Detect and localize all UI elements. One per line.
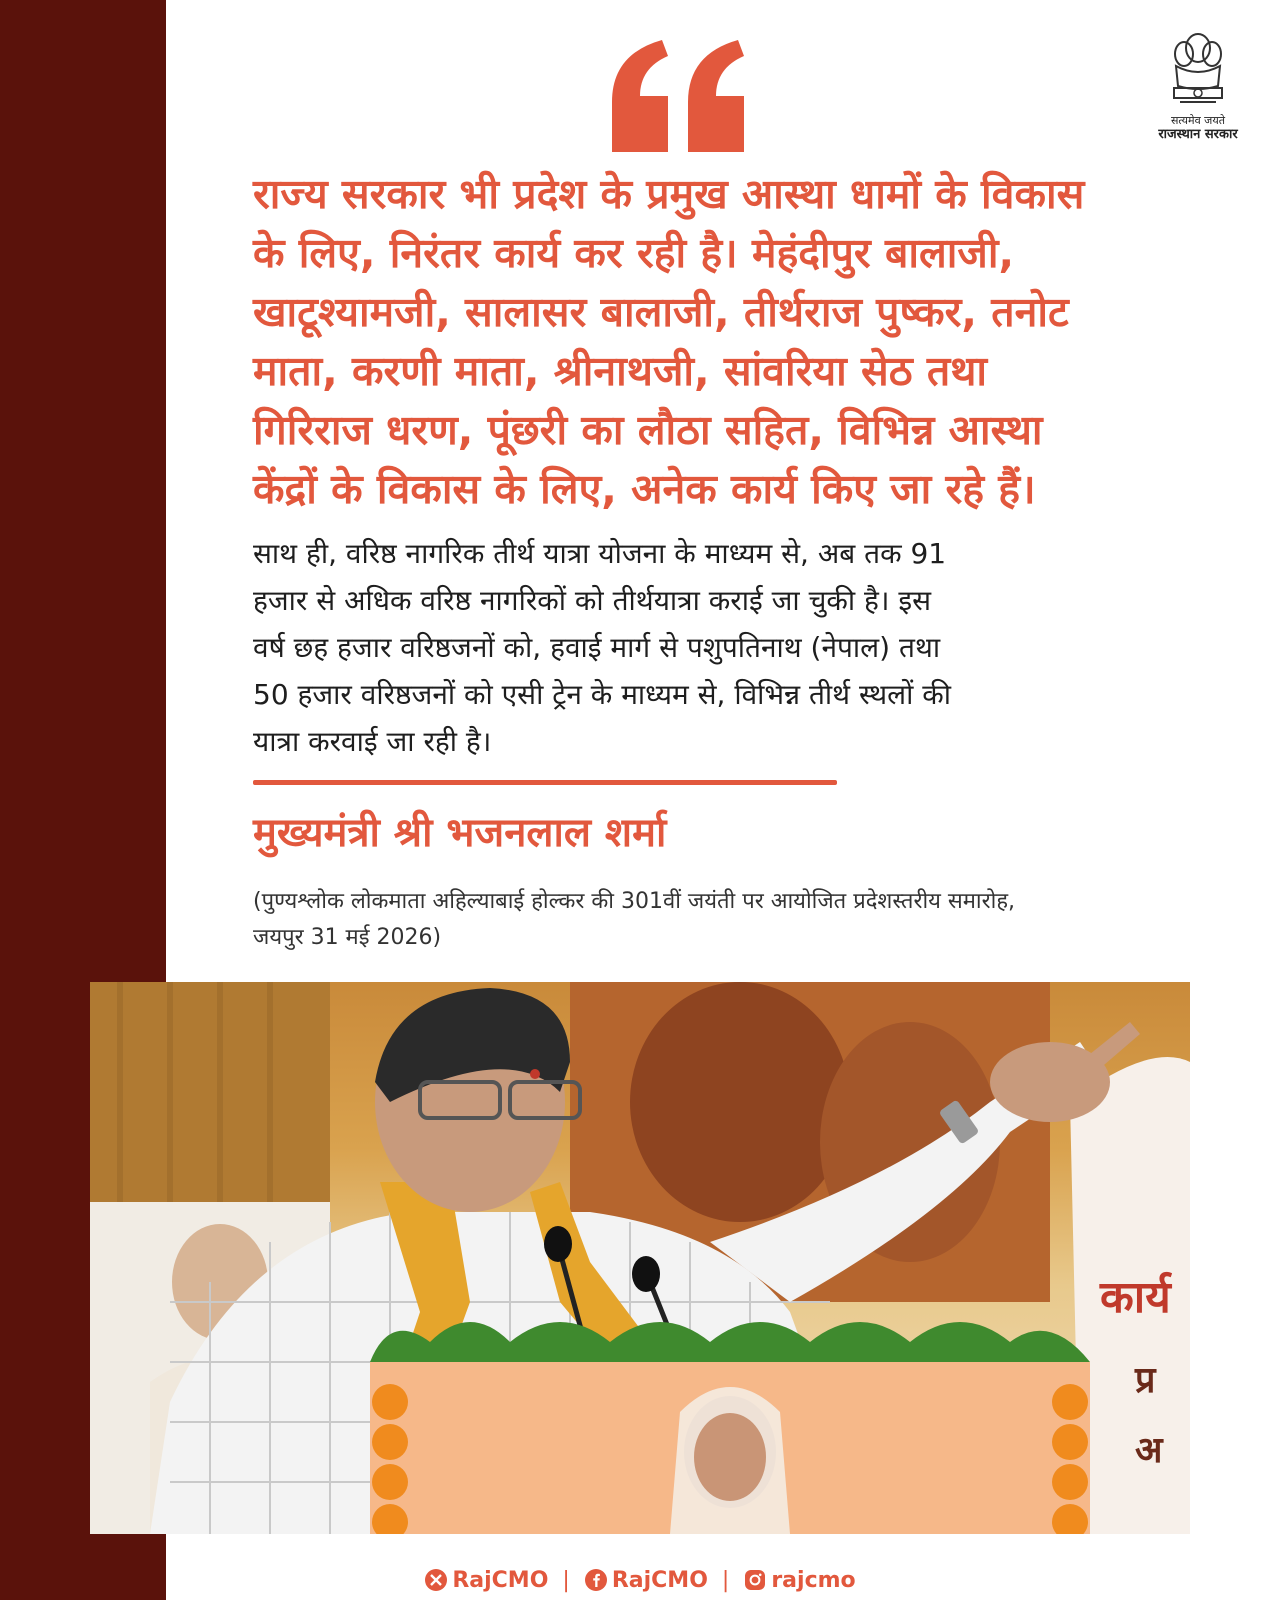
quote-line: केंद्रों के विकास के लिए, अनेक कार्य किए जा रहे हैं।: [253, 465, 1036, 513]
facebook-icon: [584, 1568, 608, 1592]
event-photo: [90, 982, 1190, 1534]
divider: [253, 780, 837, 785]
body-line: साथ ही, वरिष्ठ नागरिक तीर्थ यात्रा योजना के माध्यम से, अब तक 91: [253, 537, 947, 570]
event-line: (पुण्यश्लोक लोकमाता अहिल्याबाई होल्कर की 301वीं जयंती पर आयोजित प्रदेशस्तरीय समारोह,: [253, 889, 1016, 914]
banner-fragment: कार्य: [1100, 1272, 1171, 1323]
instagram-link[interactable]: [743, 1568, 855, 1593]
instagram-handle: rajcmo: [771, 1567, 856, 1593]
photo-illustration: [90, 982, 1190, 1534]
banner-fragment: प्र: [1135, 1360, 1156, 1401]
quote-line: के लिए, निरंतर कार्य कर रही है। मेहंदीपुर बालाजी,: [253, 229, 1015, 277]
quote-line: माता, करणी माता, श्रीनाथजी, सांवरिया सेठ तथा: [253, 347, 988, 395]
body-line: यात्रा करवाई जा रही है।: [253, 725, 492, 758]
quote-line: गिरिराज धरण, पूंछरी का लौठा सहित, विभिन्न आस्था: [253, 406, 1043, 454]
emblem-motto: सत्यमेव जयते: [1170, 114, 1225, 127]
event-line: जयपुर 31 मई 2026): [253, 925, 442, 950]
quote-mark-icon: [604, 34, 754, 154]
banner-fragment: अ: [1135, 1430, 1163, 1471]
event-caption: [253, 884, 1253, 956]
footer-separator: |: [721, 1567, 730, 1593]
emblem-icon: [1166, 26, 1230, 112]
x-icon: [424, 1568, 448, 1592]
highlighted-quote: [253, 165, 1173, 519]
body-paragraph: [253, 530, 1113, 765]
quote-line: खाटूश्यामजी, सालासर बालाजी, तीर्थराज पुष्कर, तनोट: [253, 288, 1069, 336]
x-handle: RajCMO: [452, 1567, 549, 1593]
facebook-link[interactable]: [584, 1568, 708, 1593]
instagram-icon: [743, 1568, 767, 1592]
footer-separator: |: [562, 1567, 570, 1593]
quote-line: राज्य सरकार भी प्रदेश के प्रमुख आस्था धामों के विकास: [253, 170, 1085, 218]
body-line: वर्ष छह हजार वरिष्ठजनों को, हवाई मार्ग से पशुपतिनाथ (नेपाल) तथा: [253, 631, 941, 664]
body-line: हजार से अधिक वरिष्ठ नागरिकों को तीर्थयात्रा कराई जा चुकी है। इस: [253, 584, 932, 617]
government-name: राजस्थान सरकार: [1158, 127, 1238, 142]
facebook-handle: RajCMO: [611, 1567, 708, 1593]
state-emblem: [1136, 26, 1260, 143]
social-footer: [0, 1560, 1280, 1600]
x-link[interactable]: [424, 1568, 548, 1593]
body-line: 50 हजार वरिष्ठजनों को एसी ट्रेन के माध्यम से, विभिन्न तीर्थ स्थलों की: [253, 678, 952, 711]
speaker-name: मुख्यमंत्री श्री भजनलाल शर्मा: [253, 810, 667, 856]
